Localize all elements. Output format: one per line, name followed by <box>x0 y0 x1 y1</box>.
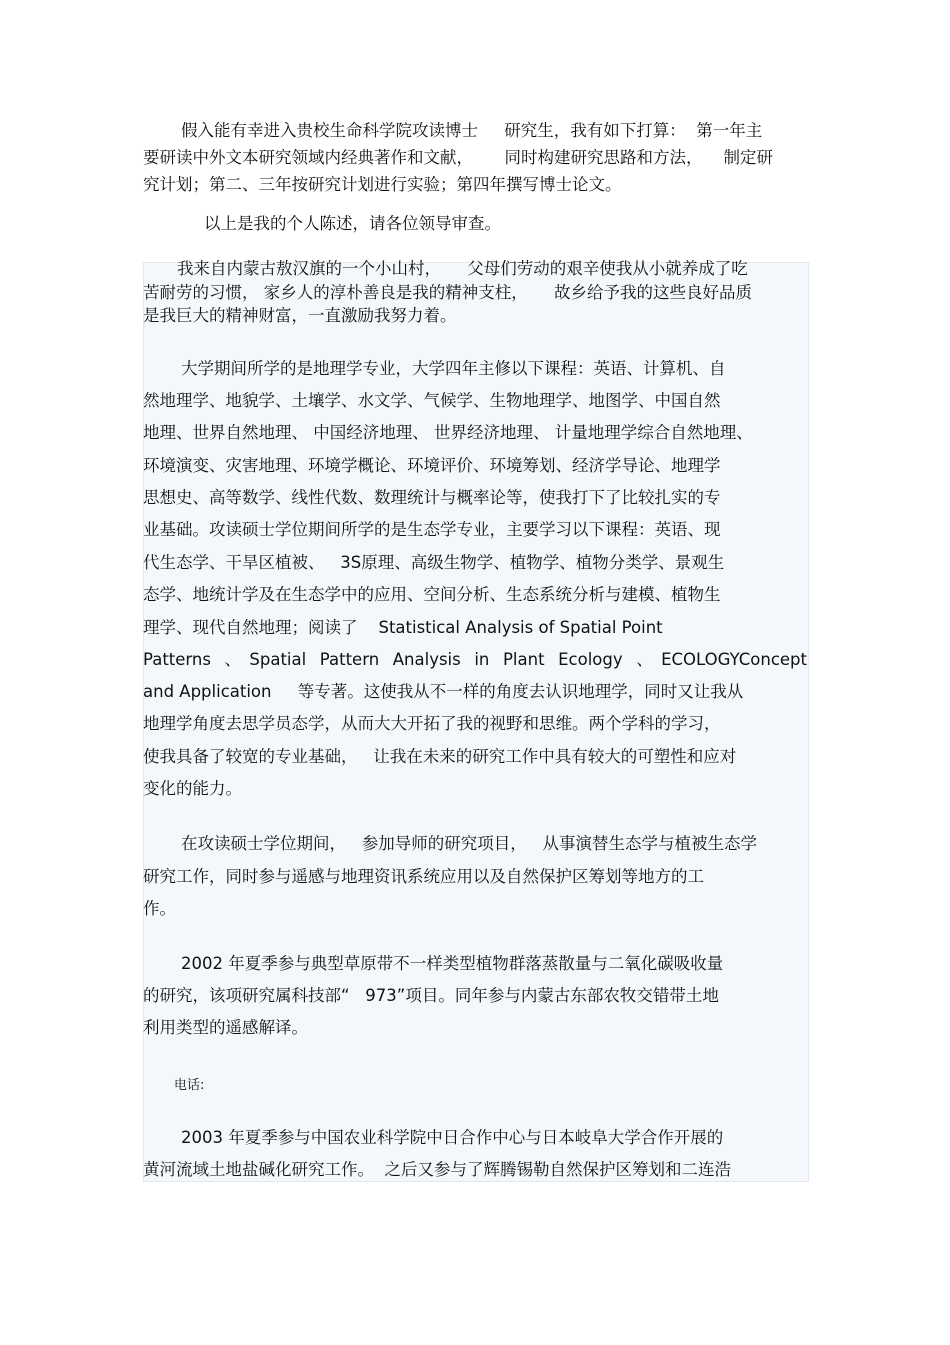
research-line-1: 在攻读硕士学位期间， 参加导师的研究项目， 从事演替生态学与植被生态学 <box>181 834 757 853</box>
project-2002-line-3: 利用类型的遥感解译。 <box>143 1018 308 1037</box>
study-line-7: 代生态学、干旱区植被、 3S原理、高级生物学、植物学、植物分类学、景观生 <box>143 553 725 572</box>
intro-line-2: 苦耐劳的习惯， 家乡人的淳朴善良是我的精神支柱， 故乡给予我的这些良好品质 <box>143 283 752 302</box>
project-2002-line-1: 2002 年夏季参与典型草原带不一样类型植物群落蒸散量与二氧化碳吸收量 <box>181 954 724 973</box>
intro-line-1: 我来自内蒙古敖汉旗的一个小山村， 父母们劳动的艰辛使我从小就养成了吃 <box>177 259 748 278</box>
study-line-13: 使我具备了较宽的专业基础， 让我在未来的研究工作中具有较大的可塑性和应对 <box>143 747 737 766</box>
project-2003-line-1: 2003 年夏季参与中国农业科学院中日合作中心与日本岐阜大学合作开展的 <box>181 1128 724 1147</box>
research-line-2: 研究工作，同时参与遥感与地理资讯系统应用以及自然保护区筹划等地方的工 <box>143 867 704 886</box>
phone-label: 电话: <box>174 1078 205 1093</box>
study-line-9: 理学、现代自然地理；阅读了 Statistical Analysis of Spatial Point <box>143 618 663 637</box>
project-2003-line-2: 黄河流域土地盐碱化研究工作。 之后又参与了辉腾锡勒自然保护区筹划和二连浩 <box>143 1160 731 1179</box>
study-line-10: Patterns 、Spatial Pattern Analysis in Plant Ecology 、ECOLOGYConcept <box>143 650 807 669</box>
study-line-8: 态学、地统计学及在生态学中的应用、空间分析、生态系统分析与建模、植物生 <box>143 585 721 604</box>
study-line-3: 地理、世界自然地理、 中国经济地理、 世界经济地理、 计量地理学综合自然地理、 <box>143 423 753 442</box>
study-line-11: and Application 等专著。这使我从不一样的角度去认识地理学，同时又让我从 <box>143 682 744 701</box>
study-line-1: 大学期间所学的是地理学专业，大学四年主修以下课程：英语、计算机、自 <box>181 359 726 378</box>
paragraph-plan-line-1: 假入能有幸进入贵校生命科学院攻读博士 研究生，我有如下打算： 第一年主 <box>181 121 763 140</box>
paragraph-plan-line-3: 究计划；第二、三年按研究计划进行实验；第四年撰写博士论文。 <box>143 175 622 194</box>
study-line-6: 业基础。攻读硕士学位期间所学的是生态学专业，主要学习以下课程：英语、现 <box>143 520 721 539</box>
project-2002-line-2: 的研究，该项研究属科技部“ 973”项目。同年参与内蒙古东部农牧交错带土地 <box>143 986 719 1005</box>
study-line-14: 变化的能力。 <box>143 779 242 798</box>
paragraph-plan-line-2: 要研读中外文本研究领域内经典著作和文献， 同时构建研究思路和方法， 制定研 <box>143 148 773 167</box>
research-line-3: 作。 <box>143 899 176 918</box>
intro-line-3: 是我巨大的精神财富，一直激励我努力着。 <box>143 306 457 325</box>
study-line-2: 然地理学、地貌学、土壤学、水文学、气候学、生物地理学、地图学、中国自然 <box>143 391 721 410</box>
study-line-5: 思想史、高等数学、线性代数、数理统计与概率论等，使我打下了比较扎实的专 <box>143 488 721 507</box>
closing-statement: 以上是我的个人陈述，请各位领导审查。 <box>204 214 501 233</box>
study-line-12: 地理学角度去思学员态学，从而大大开拓了我的视野和思维。两个学科的学习， <box>143 714 721 733</box>
study-line-4: 环境演变、灾害地理、环境学概论、环境评价、环境筹划、经济学导论、地理学 <box>143 456 721 475</box>
